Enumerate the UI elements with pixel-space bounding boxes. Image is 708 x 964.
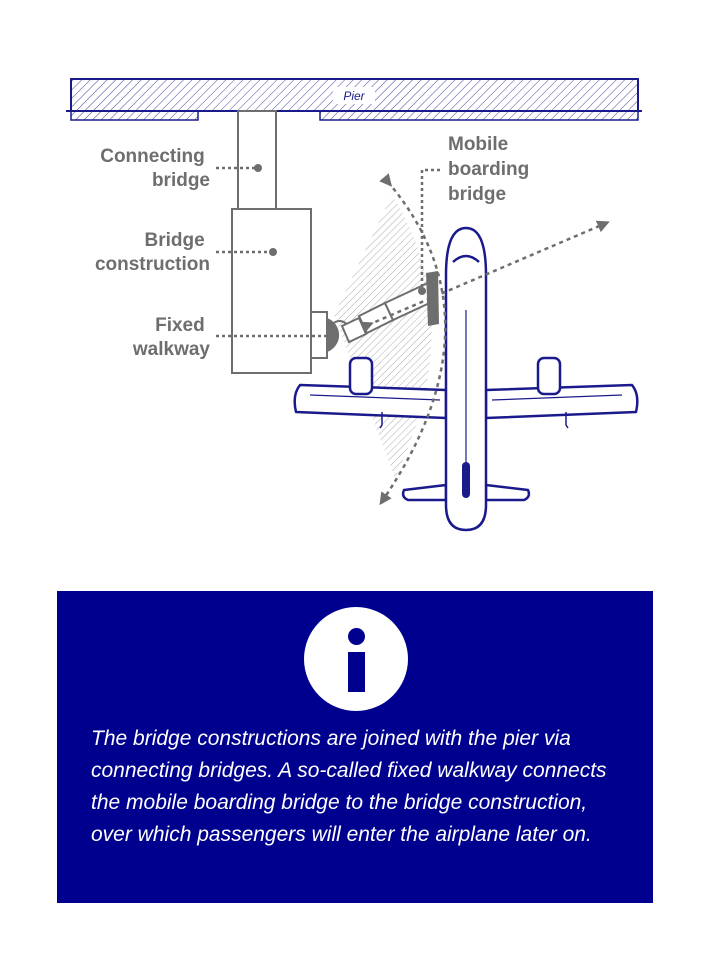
- info-box: [57, 591, 653, 903]
- info-icon: [304, 607, 408, 711]
- airplane: [295, 228, 638, 530]
- label-fixed-walkway: Fixed walkway: [132, 315, 210, 360]
- label-mobile-boarding-bridge: Mobile boarding bridge: [448, 134, 530, 205]
- connecting-bridge: [238, 111, 276, 209]
- pier: [66, 79, 642, 120]
- bridge-construction: [232, 209, 311, 373]
- label-bridge-construction: Bridge construction: [94, 230, 210, 275]
- pier-label: Pier: [343, 89, 365, 103]
- label-connecting-bridge: Connecting bridge: [100, 146, 210, 191]
- info-text: The bridge constructions are joined with the pier via connecting bridges. A so-called fixed walkway connects the mobile boarding bridge to the bridge construction, over which passengers will enter the airplane later on.: [91, 727, 607, 846]
